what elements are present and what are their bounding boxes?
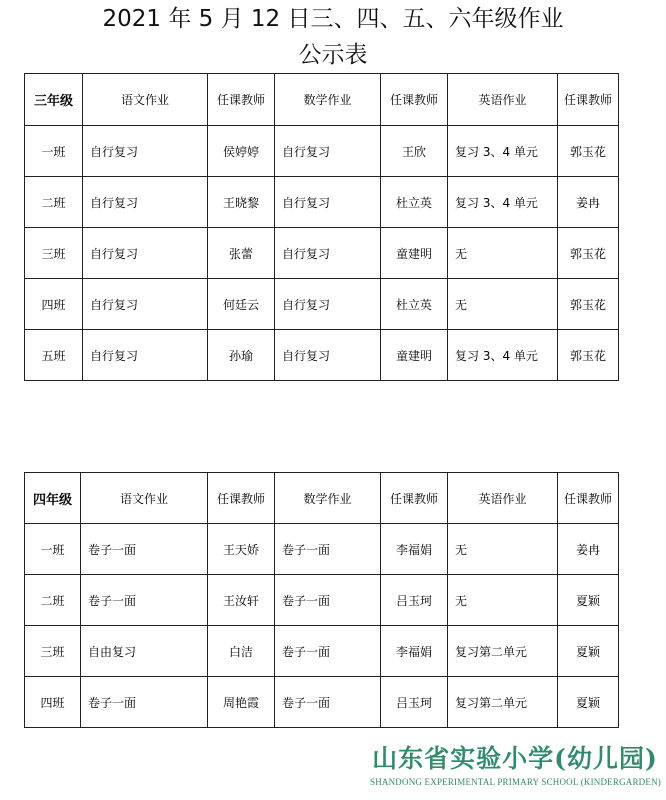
math-homework-cell: 自行复习 (275, 126, 381, 177)
english-homework-cell: 复习 3、4 单元 (448, 126, 558, 177)
class-cell: 四班 (25, 677, 81, 728)
math-homework-cell: 自行复习 (275, 228, 381, 279)
class-cell: 二班 (25, 575, 81, 626)
math-homework-cell: 卷子一面 (275, 575, 381, 626)
teacher-cell: 张蕾 (208, 228, 275, 279)
teacher-cell: 周艳霞 (208, 677, 275, 728)
teacher-cell: 王汝轩 (208, 575, 275, 626)
teacher-cell: 白洁 (208, 626, 275, 677)
table-row (25, 177, 619, 228)
chinese-homework-cell: 自行复习 (83, 279, 208, 330)
teacher-header: 任课教师 (381, 74, 448, 126)
english-homework-cell: 复习第二单元 (448, 626, 558, 677)
math-homework-cell: 自行复习 (275, 330, 381, 381)
math-homework-cell: 卷子一面 (275, 626, 381, 677)
school-name-chinese: 山东省实验小学(幼儿园) (372, 744, 658, 773)
english-homework-cell: 无 (448, 228, 558, 279)
teacher-cell: 夏颖 (558, 575, 619, 626)
table-row (25, 626, 619, 677)
grade3-homework-table (24, 73, 619, 381)
teacher-cell: 杜立英 (381, 279, 448, 330)
table-row (25, 575, 619, 626)
teacher-cell: 郭玉花 (558, 126, 619, 177)
english-homework-cell: 复习第二单元 (448, 677, 558, 728)
chinese-homework-cell: 自行复习 (83, 126, 208, 177)
school-name-english: SHANDONG EXPERIMENTAL PRIMARY SCHOOL (KINDERGARDEN) (370, 777, 661, 787)
english-homework-cell: 复习 3、4 单元 (448, 330, 558, 381)
teacher-cell: 郭玉花 (558, 228, 619, 279)
teacher-cell: 童建明 (381, 228, 448, 279)
teacher-cell: 侯婷婷 (208, 126, 275, 177)
table-header-row (25, 74, 619, 126)
teacher-header: 任课教师 (208, 74, 275, 126)
table-header-row (25, 473, 619, 524)
english-homework-cell: 无 (448, 524, 558, 575)
teacher-cell: 何廷云 (208, 279, 275, 330)
class-cell: 一班 (25, 126, 83, 177)
teacher-header: 任课教师 (381, 473, 448, 524)
chinese-homework-cell: 卷子一面 (81, 677, 208, 728)
page-title: 2021 年 5 月 12 日三、四、五、六年级作业 (102, 6, 564, 32)
teacher-cell: 王欣 (381, 126, 448, 177)
math-homework-header: 数学作业 (275, 473, 381, 524)
chinese-homework-cell: 自由复习 (81, 626, 208, 677)
teacher-cell: 姜冉 (558, 524, 619, 575)
table-row (25, 279, 619, 330)
table-row (25, 330, 619, 381)
class-cell: 四班 (25, 279, 83, 330)
teacher-cell: 吕玉珂 (381, 575, 448, 626)
teacher-cell: 李福娟 (381, 626, 448, 677)
grade4-homework-table (24, 472, 619, 728)
class-cell: 三班 (25, 626, 81, 677)
table-row (25, 228, 619, 279)
grade-header: 四年级 (25, 473, 81, 524)
teacher-cell: 郭玉花 (558, 279, 619, 330)
teacher-cell: 王天娇 (208, 524, 275, 575)
class-cell: 一班 (25, 524, 81, 575)
teacher-cell: 姜冉 (558, 177, 619, 228)
chinese-homework-cell: 自行复习 (83, 228, 208, 279)
class-cell: 二班 (25, 177, 83, 228)
teacher-cell: 夏颖 (558, 677, 619, 728)
math-homework-cell: 卷子一面 (275, 524, 381, 575)
english-homework-cell: 无 (448, 279, 558, 330)
math-homework-cell: 卷子一面 (275, 677, 381, 728)
teacher-header: 任课教师 (558, 74, 619, 126)
chinese-homework-cell: 自行复习 (83, 177, 208, 228)
chinese-homework-header: 语文作业 (81, 473, 208, 524)
english-homework-cell: 复习 3、4 单元 (448, 177, 558, 228)
math-homework-cell: 自行复习 (275, 177, 381, 228)
english-homework-header: 英语作业 (448, 74, 558, 126)
school-logo (370, 742, 660, 788)
math-homework-cell: 自行复习 (275, 279, 381, 330)
class-cell: 三班 (25, 228, 83, 279)
page-subtitle: 公示表 (298, 42, 368, 68)
english-homework-cell: 无 (448, 575, 558, 626)
table-row (25, 677, 619, 728)
teacher-cell: 王晓黎 (208, 177, 275, 228)
teacher-cell: 童建明 (381, 330, 448, 381)
table-row (25, 126, 619, 177)
table-row (25, 524, 619, 575)
teacher-cell: 李福娟 (381, 524, 448, 575)
chinese-homework-cell: 卷子一面 (81, 524, 208, 575)
teacher-header: 任课教师 (558, 473, 619, 524)
teacher-cell: 郭玉花 (558, 330, 619, 381)
math-homework-header: 数学作业 (275, 74, 381, 126)
teacher-header: 任课教师 (208, 473, 275, 524)
teacher-cell: 夏颖 (558, 626, 619, 677)
chinese-homework-cell: 卷子一面 (81, 575, 208, 626)
chinese-homework-cell: 自行复习 (83, 330, 208, 381)
teacher-cell: 杜立英 (381, 177, 448, 228)
grade-header: 三年级 (25, 74, 83, 126)
teacher-cell: 孙瑜 (208, 330, 275, 381)
teacher-cell: 吕玉珂 (381, 677, 448, 728)
chinese-homework-header: 语文作业 (83, 74, 208, 126)
english-homework-header: 英语作业 (448, 473, 558, 524)
class-cell: 五班 (25, 330, 83, 381)
